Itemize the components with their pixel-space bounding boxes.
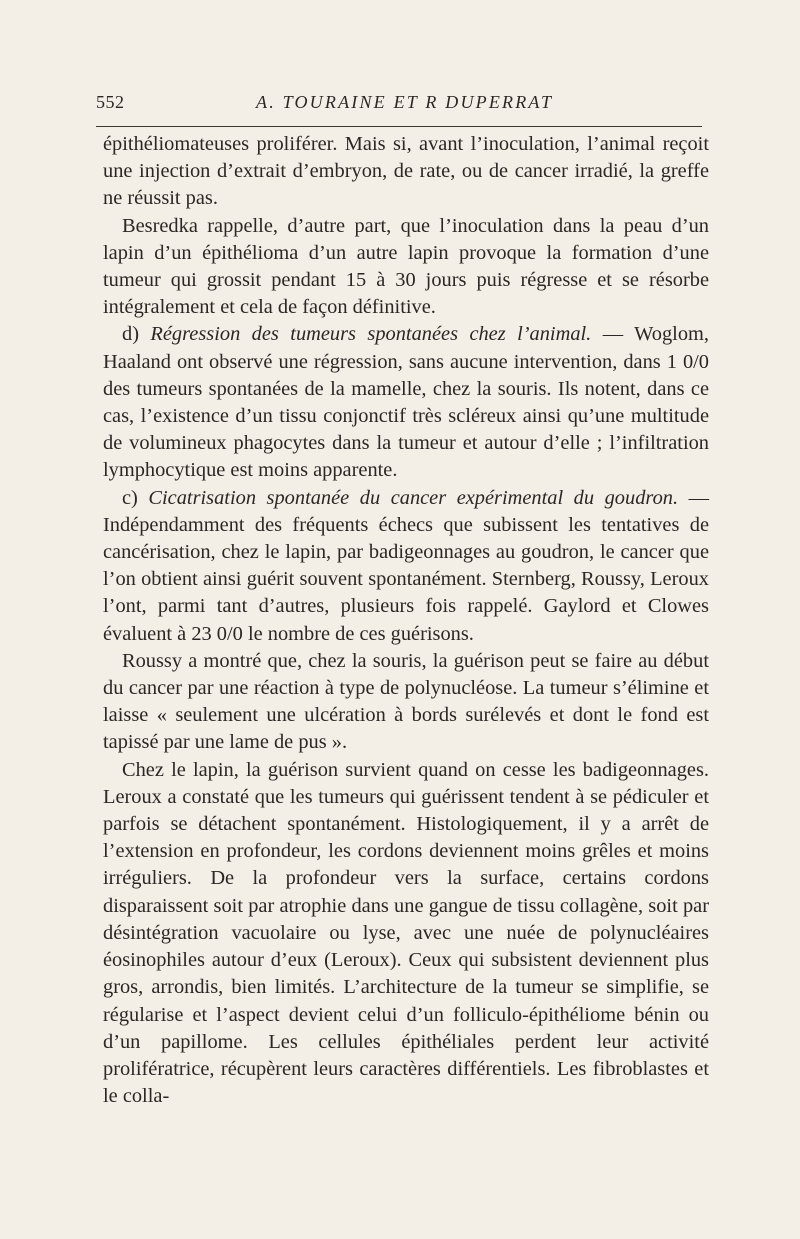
page-number: 552 — [96, 92, 125, 112]
header-rule — [96, 126, 702, 127]
section-d-text: — Woglom, Haaland ont observé une régression, sans aucune intervention, dans 1 0/0 des tumeurs spontanées de la mamelle, chez la souris. Ils notent, dans ce cas, l’existence d’un tissu conjonctif très scléreux ainsi qu’une multitude de volumineux phagocytes dans la tumeur et autour d’elle ; l’infiltration lymphocytique est moins apparente. — [103, 323, 709, 482]
paragraph-continued: épithéliomateuses proliférer. Mais si, avant l’inoculation, l’animal reçoit une injection d’extrait d’embryon, de rate, ou de cancer irradié, la greffe ne réussit pas. — [103, 133, 709, 210]
running-head — [96, 92, 702, 116]
section-d-label: d) — [122, 323, 151, 346]
section-c-label: c) — [122, 486, 149, 509]
paragraph-besredka: Besredka rappelle, d’autre part, que l’inoculation dans la peau d’un lapin d’un épithélioma d’un autre lapin provoque la formation d’une tumeur qui grossit pendant 15 à 30 jours puis régresse et se résorbe intégralement et cela de façon définitive. — [103, 214, 709, 319]
section-c-heading: Cicatrisation spontanée du cancer expérimental du goudron. — [148, 486, 679, 509]
body-text — [103, 131, 709, 1110]
section-c-text: — Indépendamment des fréquents échecs que subissent les tentatives de cancérisation, chez le lapin, par badigeonnages au goudron, le cancer que l’on obtient ainsi guérit souvent spontanément. Sternberg, Roussy, Leroux l’ont, parmi tant d’autres, plusieurs fois rappelé. Gaylord et Clowes évaluent à 23 0/0 le nombre de ces guérisons. — [103, 486, 709, 645]
section-d-regression — [103, 321, 709, 484]
section-d-heading: Régression des tumeurs spontanées chez l’animal. — [150, 323, 592, 346]
running-title: A. TOURAINE ET R DUPERRAT — [256, 92, 554, 112]
section-c-cicatrisation — [103, 485, 709, 648]
paragraph-roussy: Roussy a montré que, chez la souris, la guérison peut se faire au début du cancer par une réaction à type de polynucléose. La tumeur s’élimine et laisse « seulement une ulcération à bords surélevés et dont le fond est tapissé par une lame de pus ». — [103, 649, 709, 754]
paragraph-lapin: Chez le lapin, la guérison survient quand on cesse les badigeonnages. Leroux a constaté que les tumeurs qui guérissent tendent à se pédiculer et parfois se détachent spontanément. Histologiquement, il y a arrêt de l’extension en profondeur, les cordons deviennent moins grêles et moins irréguliers. De la profondeur vers la surface, certains cordons disparaissent soit par atrophie dans une gangue de tissu collagène, soit par désintégration vacuolaire ou lyse, avec une nuée de polynucléaires éosinophiles autour d’eux (Leroux). Ceux qui subsistent deviennent plus gros, arrondis, bien limités. L’architecture de la tumeur se simplifie, se régularise et l’aspect devient celui d’un folliculo-épithéliome bénin ou d’un papillome. Les cellules épithéliales perdent leur activité prolifératrice, récupèrent leurs caractères différentiels. Les fibroblastes et le colla- — [103, 758, 709, 1108]
